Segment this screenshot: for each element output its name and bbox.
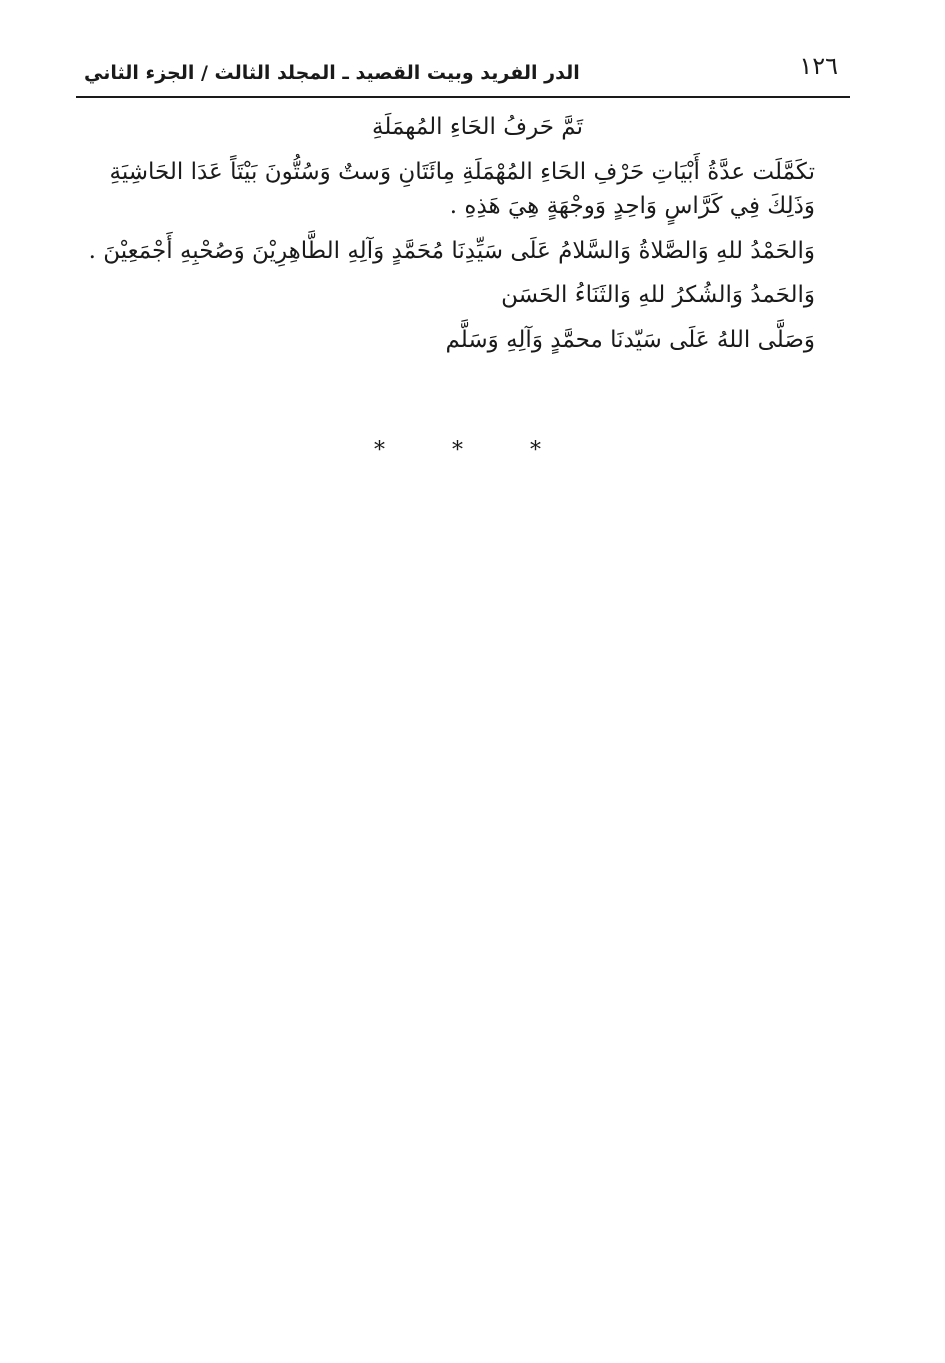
section-end-heading: تَمَّ حَرفُ الحَاءِ المُهمَلَةِ bbox=[372, 114, 583, 140]
praise-line-3-text: وَصَلَّى اللهُ عَلَى سَيّدنَا محمَّدٍ وَآلِهِ وَسَلَّم bbox=[445, 326, 815, 353]
main-text bbox=[80, 110, 815, 367]
section-divider-asterisks: * * * bbox=[374, 438, 571, 463]
praise-line-2-text: وَالحَمدُ وَالشُكرُ للهِ وَالثَنَاءُ الحَسَن bbox=[501, 282, 815, 308]
praise-line-3 bbox=[80, 323, 815, 358]
header-rule bbox=[76, 96, 850, 98]
praise-line-2 bbox=[80, 278, 815, 313]
running-title: الدر الفريد وبيت القصيد ـ المجلد الثالث / الجزء الثاني bbox=[84, 62, 580, 84]
verse-count-line-1: تكَمَّلَت عدَّةُ أَبْيَاتِ حَرْفِ الحَاءِ المُهْمَلَةِ مِائَتَانِ وَستٌ وَسُتُّونَ بَيْتَاً عَدَا الحَاشِيَةِ bbox=[109, 158, 815, 185]
page-header bbox=[76, 52, 850, 96]
page-number: ١٢٦ bbox=[799, 52, 838, 80]
praise-line-1-text: وَالحَمْدُ للهِ وَالصَّلاةُ وَالسَّلامُ عَلَى سَيِّدِنَا مُحَمَّدٍ وَآلِهِ الطَّاهِرِيْنَ وَصُحْبِهِ أَجْمَعِيْنَ . bbox=[88, 237, 815, 264]
praise-line-1 bbox=[80, 234, 815, 269]
verse-count-paragraph bbox=[80, 155, 815, 224]
verse-count-line-2: وَذَلِكَ فِي كَرَّاسٍ وَاحِدٍ وَوجْهَةٍ هِيَ هَذِهِ . bbox=[449, 193, 815, 219]
